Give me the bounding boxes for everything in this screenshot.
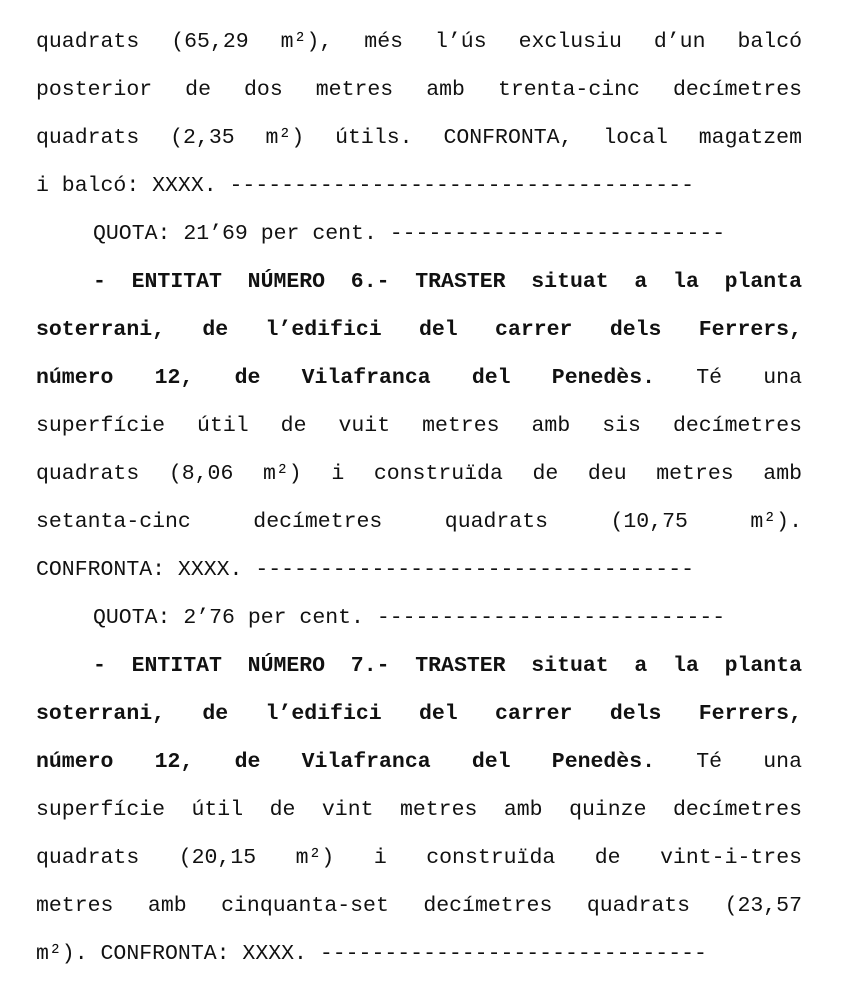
text-segment: superfície útil de vint metres amb quinze decímetres bbox=[36, 798, 802, 822]
entity-heading bbox=[36, 258, 802, 306]
text-segment: posterior de dos metres amb trenta-cinc decímetres bbox=[36, 78, 802, 102]
text-segment: Té una bbox=[655, 366, 802, 390]
text-line bbox=[36, 738, 802, 786]
entity-heading bbox=[36, 642, 802, 690]
text-line bbox=[36, 786, 802, 834]
text-line bbox=[36, 18, 802, 66]
text-line bbox=[36, 114, 802, 162]
text-segment: setanta-cinc decímetres quadrats (10,75 m²). bbox=[36, 510, 802, 534]
quota-line bbox=[36, 210, 802, 258]
text-line bbox=[36, 66, 802, 114]
text-segment: quadrats (65,29 m²), més l’ús exclusiu d’un balcó bbox=[36, 30, 802, 54]
text-line bbox=[36, 834, 802, 882]
quota-line bbox=[36, 594, 802, 642]
text-segment: soterrani, de l’edifici del carrer dels Ferrers, bbox=[36, 702, 802, 726]
bold-segment: número 12, de Vilafranca del Penedès. bbox=[36, 750, 656, 774]
text-segment: QUOTA: 2’76 per cent. --------------------------- bbox=[93, 606, 726, 630]
text-line bbox=[36, 546, 802, 594]
text-segment: soterrani, de l’edifici del carrer dels Ferrers, bbox=[36, 318, 802, 342]
text-line bbox=[36, 882, 802, 930]
text-line bbox=[36, 354, 802, 402]
text-line bbox=[36, 690, 802, 738]
document-page bbox=[36, 18, 802, 978]
text-segment: - ENTITAT NÚMERO 7.- TRASTER situat a la planta bbox=[93, 654, 802, 678]
text-segment: QUOTA: 21’69 per cent. -------------------------- bbox=[93, 222, 726, 246]
text-line bbox=[36, 306, 802, 354]
text-line bbox=[36, 930, 802, 978]
text-segment: m²). CONFRONTA: XXXX. ------------------------------ bbox=[36, 942, 707, 966]
text-segment: Té una bbox=[655, 750, 802, 774]
text-segment: superfície útil de vuit metres amb sis decímetres bbox=[36, 414, 802, 438]
bold-segment: número 12, de Vilafranca del Penedès. bbox=[36, 366, 656, 390]
text-segment: CONFRONTA: XXXX. ---------------------------------- bbox=[36, 558, 695, 582]
text-segment: i balcó: XXXX. ------------------------------------ bbox=[36, 174, 695, 198]
text-segment: metres amb cinquanta-set decímetres quadrats (23,57 bbox=[36, 894, 802, 918]
text-segment: quadrats (8,06 m²) i construïda de deu metres amb bbox=[36, 462, 802, 486]
text-line bbox=[36, 498, 802, 546]
text-segment: quadrats (20,15 m²) i construïda de vint-i-tres bbox=[36, 846, 802, 870]
text-line bbox=[36, 450, 802, 498]
text-segment: - ENTITAT NÚMERO 6.- TRASTER situat a la planta bbox=[93, 270, 802, 294]
text-line bbox=[36, 162, 802, 210]
text-line bbox=[36, 402, 802, 450]
text-segment: quadrats (2,35 m²) útils. CONFRONTA, local magatzem bbox=[36, 126, 802, 150]
